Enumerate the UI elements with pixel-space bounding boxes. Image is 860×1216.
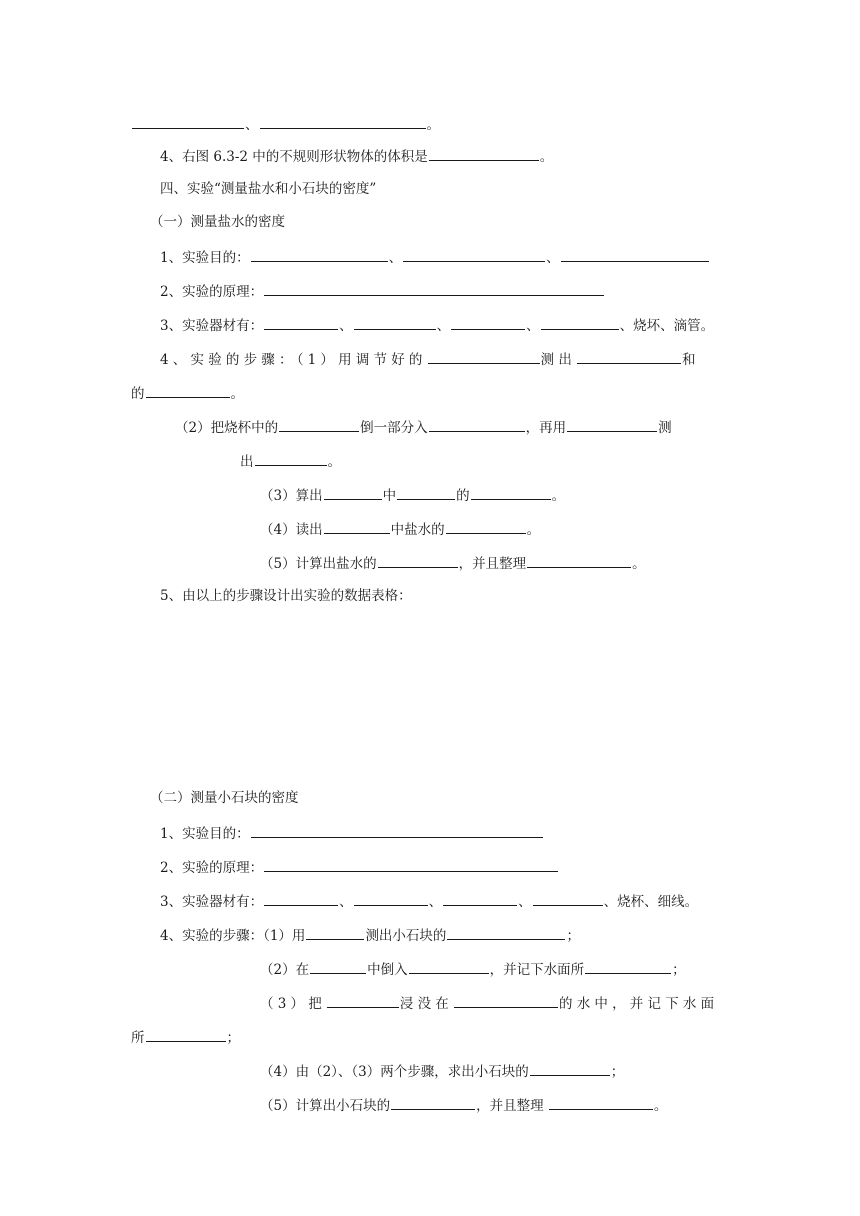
answer-blank[interactable]	[403, 246, 545, 262]
answer-blank[interactable]	[327, 992, 399, 1008]
text: 测出小石块的	[365, 928, 447, 944]
label: 2、实验的原理：	[160, 284, 264, 300]
answer-blank[interactable]	[447, 924, 565, 940]
section-title: 四、实验“测量盐水和小石块的密度”	[160, 181, 377, 197]
text: 4、实验的步骤：（1）用调节好的	[160, 352, 427, 368]
part2-step1	[160, 924, 580, 944]
answer-blank[interactable]	[354, 314, 436, 330]
answer-blank[interactable]	[251, 822, 543, 838]
answer-blank[interactable]	[409, 958, 489, 974]
text: 、	[339, 894, 353, 910]
answer-blank[interactable]	[527, 552, 631, 568]
answer-blank[interactable]	[324, 518, 390, 534]
answer-blank[interactable]	[146, 382, 230, 398]
answer-blank[interactable]	[264, 890, 338, 906]
part2-step2	[260, 958, 686, 978]
answer-blank[interactable]	[310, 958, 366, 974]
part1-step2	[175, 416, 672, 436]
text: （5）计算出盐水的	[260, 556, 377, 572]
text: （5）计算出小石块的	[260, 1098, 391, 1114]
part1-step5	[260, 552, 646, 572]
answer-blank[interactable]	[391, 1094, 475, 1110]
text: 。	[551, 488, 566, 504]
part1-title: （一）测量盐水的密度	[150, 214, 285, 230]
answer-blank[interactable]	[530, 1060, 610, 1076]
text: 中	[382, 488, 397, 504]
text: ；	[672, 962, 686, 978]
text: （3）算出	[260, 488, 323, 504]
text: ；	[226, 1030, 240, 1046]
text: 的水中，并记下水面	[559, 996, 719, 1012]
text: （2）在	[260, 962, 310, 978]
text: ，并且整理	[458, 556, 527, 572]
text: （4）由（2）、（3）两个步骤，求出小石块的	[260, 1064, 529, 1080]
text: 。	[230, 386, 244, 402]
text: 、	[428, 894, 443, 910]
answer-blank[interactable]	[428, 348, 540, 364]
part2-step5	[260, 1094, 667, 1114]
label: 2、实验的原理：	[160, 860, 264, 876]
text: 。	[526, 522, 541, 538]
answer-blank[interactable]	[279, 416, 359, 432]
text: ，并且整理	[476, 1098, 544, 1114]
text: 倒一部分入	[360, 420, 428, 436]
text: 4、实验的步骤：（1）用	[160, 928, 306, 944]
text: 、	[339, 318, 353, 334]
text: 。	[426, 117, 440, 133]
part1-step2-cont	[240, 450, 341, 470]
answer-blank[interactable]	[541, 314, 619, 330]
part2-step3	[260, 992, 718, 1012]
answer-blank[interactable]	[451, 314, 525, 330]
part1-purpose	[160, 246, 710, 266]
text: 的	[131, 386, 145, 402]
text: 。	[539, 149, 554, 165]
text: 和	[682, 352, 700, 368]
answer-blank[interactable]	[306, 924, 364, 940]
answer-blank[interactable]	[354, 890, 428, 906]
part2-equipment	[160, 890, 698, 910]
part2-principle	[160, 856, 559, 876]
text: （4）读出	[260, 522, 323, 538]
text: 、	[388, 250, 403, 266]
label: 3、实验器材有：	[160, 318, 264, 334]
part2-title: （二）测量小石块的密度	[150, 790, 299, 806]
text: 测出	[540, 352, 577, 368]
text: 、烧坏、滴管。	[619, 318, 715, 334]
text: ，再用	[525, 420, 567, 436]
text: 、	[436, 318, 451, 334]
answer-blank[interactable]	[264, 856, 558, 872]
answer-blank[interactable]	[533, 890, 603, 906]
text: 所	[131, 1030, 145, 1046]
part1-table-label: 5、由以上的步骤设计出实验的数据表格：	[160, 588, 412, 604]
text: （2）把烧杯中的	[175, 420, 279, 436]
text: ；	[610, 1064, 625, 1080]
text: 、烧杯、细线。	[603, 894, 699, 910]
part2-purpose	[160, 822, 544, 842]
text: 中倒入	[367, 962, 408, 978]
answer-blank[interactable]	[567, 416, 657, 432]
part1-step3	[260, 484, 565, 504]
question-text: 4、右图 6.3-2 中的不规则形状物体的体积是	[160, 149, 428, 165]
text: 中盐水的	[390, 522, 445, 538]
label: 3、实验器材有：	[160, 894, 264, 910]
answer-blank[interactable]	[454, 992, 558, 1008]
label: 1、实验目的：	[160, 826, 250, 842]
text: ；	[566, 928, 580, 944]
text: （3）把	[260, 996, 326, 1012]
text: 出	[240, 454, 254, 470]
answer-blank[interactable]	[429, 416, 525, 432]
answer-blank[interactable]	[132, 113, 244, 129]
text: 浸没在	[399, 996, 453, 1012]
question-4	[160, 145, 553, 165]
text: 、	[546, 250, 560, 266]
part1-principle	[160, 280, 605, 300]
answer-blank[interactable]	[378, 552, 458, 568]
answer-blank[interactable]	[264, 280, 604, 296]
continuation-line	[131, 113, 440, 133]
answer-blank[interactable]	[446, 518, 526, 534]
answer-blank[interactable]	[577, 348, 681, 364]
answer-blank[interactable]	[561, 246, 709, 262]
answer-blank[interactable]	[397, 484, 455, 500]
text: 、	[526, 318, 540, 334]
answer-blank[interactable]	[264, 314, 338, 330]
text: 、	[518, 894, 532, 910]
text: 的	[456, 488, 470, 504]
answer-blank[interactable]	[260, 113, 426, 129]
answer-blank[interactable]	[471, 484, 551, 500]
part1-step1	[160, 348, 700, 368]
part1-step4	[260, 518, 540, 538]
answer-blank[interactable]	[324, 484, 382, 500]
answer-blank[interactable]	[429, 145, 539, 161]
part2-step4	[260, 1060, 624, 1080]
label: 1、实验目的：	[160, 250, 250, 266]
answer-blank[interactable]	[146, 1026, 226, 1042]
text: 。	[327, 454, 341, 470]
part2-step3-cont	[131, 1026, 240, 1046]
answer-blank[interactable]	[443, 890, 517, 906]
answer-blank[interactable]	[251, 246, 388, 262]
part1-step1-cont	[131, 382, 244, 402]
text: 测	[658, 420, 672, 436]
text: ，并记下水面所	[489, 962, 585, 978]
part1-equipment	[160, 314, 714, 334]
answer-blank[interactable]	[585, 958, 671, 974]
answer-blank[interactable]	[549, 1094, 653, 1110]
text: 。	[632, 556, 646, 572]
answer-blank[interactable]	[255, 450, 327, 466]
text: 。	[653, 1098, 668, 1114]
text: 、	[245, 117, 259, 133]
